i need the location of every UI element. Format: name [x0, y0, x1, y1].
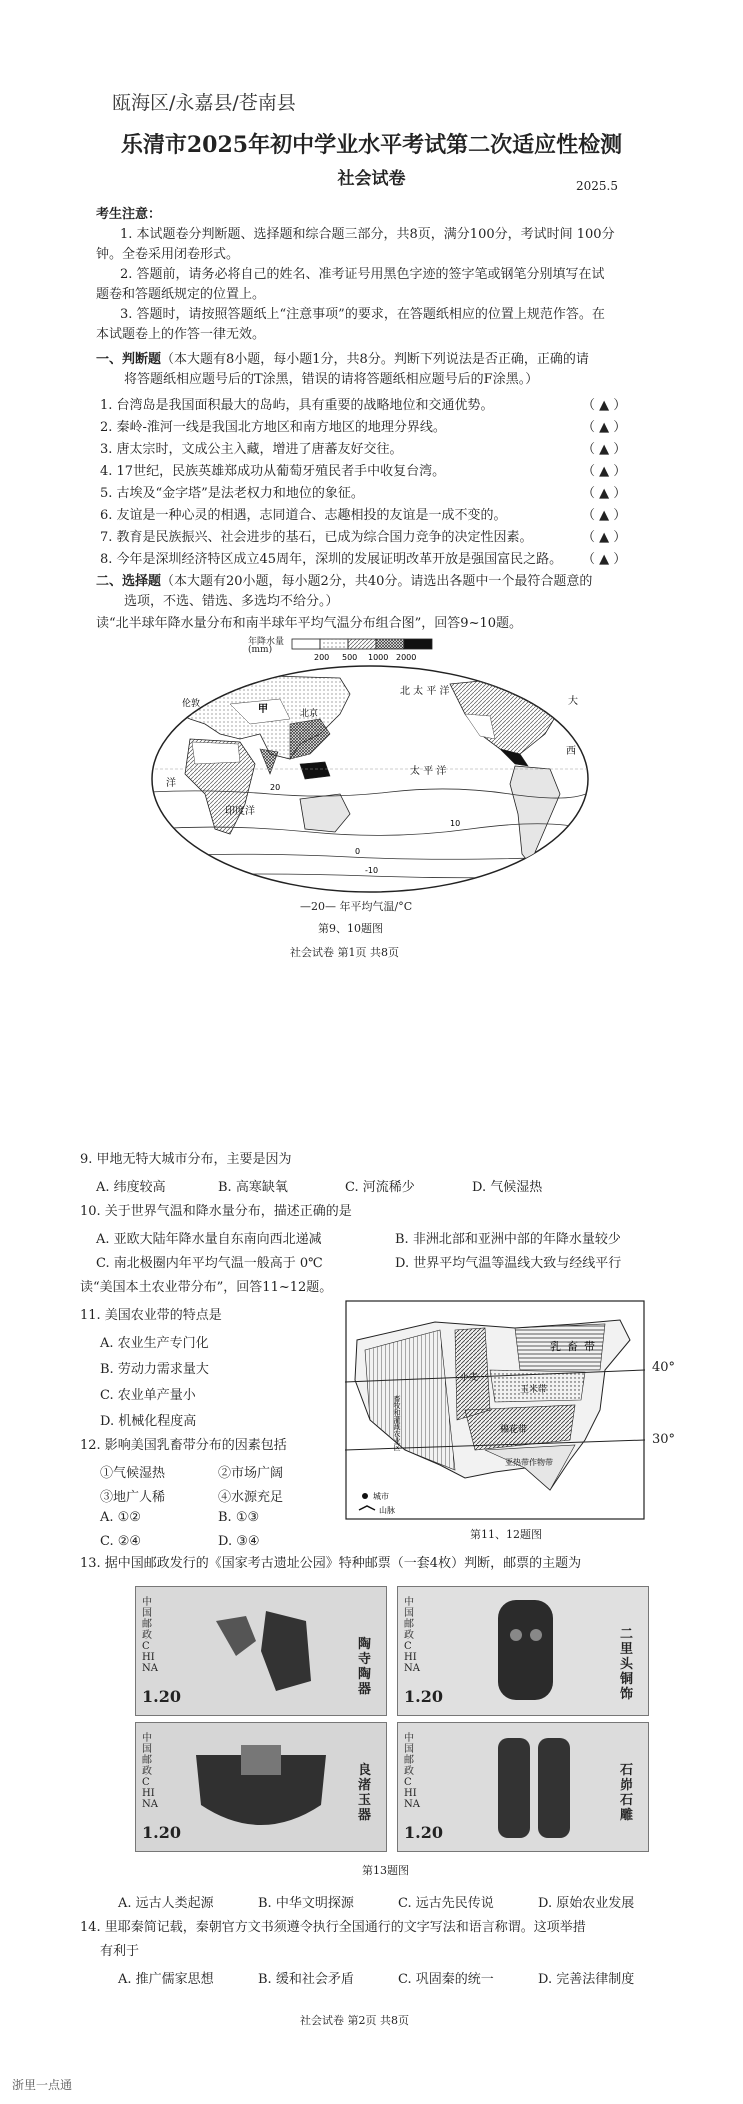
q12-factor-1: ①气候湿热: [100, 1466, 166, 1481]
region-label: 瓯海区/永嘉县/苍南县: [112, 92, 296, 114]
isotherm-label: 20: [270, 783, 281, 792]
judgement-3: 3. 唐太宗时，文成公主入藏，增进了唐蕃友好交往。: [100, 442, 403, 457]
pottery-artifact-image: [196, 1601, 316, 1701]
stamp-name: 良渚玉器: [358, 1763, 372, 1823]
stamp-name: 石峁石雕: [620, 1763, 634, 1823]
judgement-5: 5. 古埃及“金字塔”是法老权力和地位的象征。: [100, 486, 364, 501]
answer-slot: （ ▲ ）: [582, 398, 627, 413]
q9-option-c: C. 河流稀少: [345, 1180, 415, 1195]
q12-option-b: B. ①③: [218, 1510, 260, 1525]
world-map: [150, 664, 590, 894]
stamp-1: [135, 1586, 387, 1716]
map-label-atlantic-left: 洋: [166, 778, 176, 789]
judgement-2: 2. 秦岭-淮河一线是我国北方地区和南方地区的地理分界线。: [100, 420, 446, 435]
q12-option-d: D. ③④: [218, 1534, 260, 1549]
intro-11-12: 读“美国本土农业带分布”，回答11~12题。: [80, 1280, 333, 1295]
q11-option-c: C. 农业单产量小: [100, 1388, 196, 1403]
map-label-atlantic-right: 大: [568, 696, 578, 707]
map-label-north-pacific: 北 太 平 洋: [400, 686, 450, 697]
question-14: 14. 里耶秦简记载，秦朝官方文书须遵令执行全国通行的文字写法和语言称谓。这项举措: [80, 1920, 586, 1935]
q14-option-b: B. 缓和社会矛盾: [258, 1972, 354, 1987]
map-label-jia: 甲: [258, 704, 268, 715]
notice-line: 2. 答题前，请务必将自己的姓名、准考证号用黑色字迹的签字笔或钢笔分别填写在试: [120, 267, 605, 282]
section1-header: [96, 350, 589, 370]
map-legend-note: —20— 年平均气温/°C: [300, 900, 413, 913]
map-label-london: 伦敦: [182, 699, 201, 709]
notice-line: 本试题卷上的作答一律无效。: [96, 327, 266, 342]
stamp-value: 1.20: [404, 1687, 443, 1706]
stamp-value: 1.20: [404, 1823, 443, 1842]
section1-title: 一、判断题: [96, 352, 162, 367]
us-label-dairy: 带: [584, 1340, 595, 1353]
stamp-value: 1.20: [142, 1687, 181, 1706]
map-label-pacific: 太 平 洋: [410, 766, 447, 777]
judgement-6: 6. 友谊是一种心灵的相遇，志同道合、志趣相投的友谊是一成不变的。: [100, 508, 507, 523]
se-asia-islands: [300, 762, 330, 779]
exam-date: 2025.5: [576, 179, 618, 193]
bronze-plaque-image: [488, 1595, 568, 1705]
map-label-beijing: 北京: [300, 709, 319, 719]
q9-option-b: B. 高寒缺氧: [218, 1180, 288, 1195]
us-map-caption: 第11、12题图: [470, 1528, 542, 1541]
q12-option-a: A. ①②: [100, 1510, 141, 1525]
stamps-caption: 第13题图: [362, 1864, 409, 1877]
judgement-7: 7. 教育是民族振兴、社会进步的基石，已成为综合国力竞争的决定性因素。: [100, 530, 533, 545]
stamp-country: 中国邮政 CHINA: [142, 1597, 158, 1674]
notice-line: 1. 本试题卷分判断题、选择题和综合题三部分，共8页，满分100分，考试时间 100分: [120, 227, 615, 242]
stone-carving-image: [493, 1733, 583, 1843]
us-label-dairy: 畜: [567, 1340, 578, 1353]
q13-option-c: C. 远古先民传说: [398, 1896, 494, 1911]
isotherm-label: 10: [450, 819, 461, 828]
question-10: 10. 关于世界气温和降水量分布，描述正确的是: [80, 1204, 352, 1219]
answer-slot: （ ▲ ）: [582, 552, 627, 567]
section2-title: 二、选择题: [96, 574, 162, 589]
legend-mountain: 山脉: [379, 1506, 395, 1515]
map-label-indian: 印度洋: [225, 806, 255, 817]
legend-city: 城市: [373, 1492, 389, 1501]
section2-desc: （本大题有20小题，每小题2分，共40分。请选出各题中一个最符合题意的: [161, 574, 593, 589]
us-label-corn: 玉米带: [520, 1385, 548, 1395]
stamp-4: [397, 1722, 649, 1852]
section1-desc: （本大题有8小题，每小题1分，共8分。判断下列说法是否正确，正确的请: [161, 352, 589, 367]
latitude-40: 40°: [652, 1360, 676, 1375]
stamp-name: 二里头铜饰: [620, 1627, 634, 1702]
exam-page-1: [0, 0, 743, 1000]
answer-slot: （ ▲ ）: [582, 486, 627, 501]
exam-subject: 社会试卷: [337, 169, 406, 189]
map-legend-unit: (mm): [248, 645, 273, 655]
legend-value: 500: [342, 653, 358, 662]
stamp-2: [397, 1586, 649, 1716]
answer-slot: （ ▲ ）: [582, 442, 627, 457]
stamp-3: [135, 1722, 387, 1852]
notice-line: 钟。全卷采用闭卷形式。: [96, 247, 240, 262]
judgement-4: 4. 17世纪，民族英雄郑成功从葡萄牙殖民者手中收复台湾。: [100, 464, 446, 479]
sahara-dry: [192, 742, 240, 764]
q10-option-b: B. 非洲北部和亚洲中部的年降水量较少: [395, 1232, 621, 1247]
question-13: 13. 据中国邮政发行的《国家考古遗址公园》特种邮票（一套4枚）判断，邮票的主题为: [80, 1556, 582, 1571]
q14-option-d: D. 完善法律制度: [538, 1972, 635, 1987]
section1-desc-cont: 将答题纸相应题号后的T涂黑，错误的请将答题纸相应题号后的F涂黑。）: [124, 372, 539, 387]
question-14-cont: 有利于: [100, 1944, 140, 1959]
page-footer: 社会试卷 第2页 共8页: [300, 2014, 409, 2027]
us-label-subtropical: 亚热带作物带: [505, 1458, 553, 1467]
judgement-8: 8. 今年是深圳经济特区成立45周年，深圳的发展证明改革开放是强国富民之路。: [100, 552, 563, 567]
precipitation-legend: [290, 637, 440, 663]
section2-header: [96, 572, 592, 592]
latitude-30: 30°: [652, 1432, 676, 1447]
q11-option-a: A. 农业生产专门化: [100, 1336, 209, 1351]
stamp-country: 中国邮政 CHINA: [142, 1733, 158, 1810]
q10-option-a: A. 亚欧大陆年降水量自东南向西北递减: [96, 1232, 322, 1247]
map-caption: 第9、10题图: [318, 922, 383, 935]
section2-desc-cont: 选项，不选、错选、多选均不给分。）: [124, 594, 339, 609]
us-label-grazing: 畜牧和灌溉农业区: [393, 1395, 401, 1451]
q14-option-a: A. 推广儒家思想: [118, 1972, 214, 1987]
question-9: 9. 甲地无特大城市分布，主要是因为: [80, 1152, 292, 1167]
map-legend-title: 年降水量: [248, 637, 285, 647]
q12-factor-3: ③地广人稀: [100, 1490, 166, 1505]
stamp-name: 陶寺陶器: [358, 1637, 372, 1697]
q14-option-c: C. 巩固秦的统一: [398, 1972, 494, 1987]
q9-option-d: D. 气候湿热: [472, 1180, 543, 1195]
stamp-value: 1.20: [142, 1823, 181, 1842]
q13-option-d: D. 原始农业发展: [538, 1896, 635, 1911]
exam-page-2: [0, 1120, 743, 2104]
notice-title: 考生注意：: [96, 207, 162, 222]
stamp-country: 中国邮政 CHINA: [404, 1733, 420, 1810]
q9-option-a: A. 纬度较高: [96, 1180, 166, 1195]
q10-option-d: D. 世界平均气温等温线大致与经线平行: [395, 1256, 622, 1271]
map-label-west: 西: [566, 746, 576, 757]
us-agriculture-map: [345, 1300, 645, 1520]
q11-option-b: B. 劳动力需求量大: [100, 1362, 209, 1377]
q12-factor-4: ④水源充足: [218, 1490, 284, 1505]
answer-slot: （ ▲ ）: [582, 530, 627, 545]
notice-line: 3. 答题时，请按照答题纸上“注意事项”的要求，在答题纸相应的位置上规范作答。在: [120, 307, 605, 322]
legend-value: 1000: [368, 653, 389, 662]
answer-slot: （ ▲ ）: [582, 508, 627, 523]
stamp-country: 中国邮政 CHINA: [404, 1597, 420, 1674]
us-label-dairy: 乳: [550, 1340, 561, 1353]
q11-option-d: D. 机械化程度高: [100, 1414, 197, 1429]
q10-option-c: C. 南北极圈内年平均气温一般高于 0℃: [96, 1256, 323, 1271]
question-11: 11. 美国农业带的特点是: [80, 1308, 222, 1323]
q13-option-a: A. 远古人类起源: [118, 1896, 214, 1911]
answer-slot: （ ▲ ）: [582, 464, 627, 479]
question-12: 12. 影响美国乳畜带分布的因素包括: [80, 1438, 287, 1453]
answer-slot: （ ▲ ）: [582, 420, 627, 435]
q13-option-b: B. 中华文明探源: [258, 1896, 354, 1911]
notice-line: 题卷和答题纸规定的位置上。: [96, 287, 266, 302]
q12-factor-2: ②市场广阔: [218, 1466, 284, 1481]
jade-artifact-image: [186, 1735, 336, 1840]
isotherm-label: 0: [355, 847, 361, 856]
isotherm-label: -10: [365, 866, 379, 875]
page-footer: 社会试卷 第1页 共8页: [290, 946, 399, 959]
judgement-1: 1. 台湾岛是我国面积最大的岛屿，具有重要的战略地位和交通优势。: [100, 398, 494, 413]
legend-value: 2000: [396, 653, 417, 662]
legend-value: 200: [314, 653, 330, 662]
us-label-cotton: 棉花带: [500, 1425, 528, 1435]
map-intro: 读“北半球年降水量分布和南半球年平均气温分布组合图”，回答9~10题。: [96, 616, 522, 631]
us-label-wheat: 小麦: [460, 1373, 479, 1383]
watermark: 浙里一点通: [12, 2078, 73, 2092]
q12-option-c: C. ②④: [100, 1534, 142, 1549]
exam-title: 乐清市2025年初中学业水平考试第二次适应性检测: [120, 132, 623, 158]
